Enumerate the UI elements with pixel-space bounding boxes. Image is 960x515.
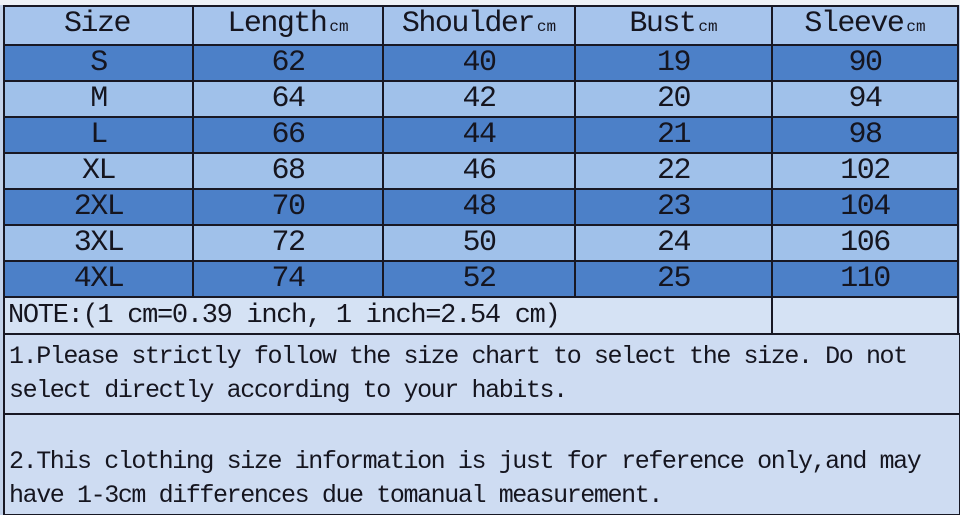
usage-note-box xyxy=(3,333,960,416)
shoulder-cell: 42 xyxy=(383,81,575,117)
shoulder-cell: 48 xyxy=(383,189,575,225)
length-cell: 72 xyxy=(193,225,383,261)
table-row-4xl xyxy=(4,261,958,297)
sleeve-cell: 98 xyxy=(772,117,958,153)
shoulder-cell: 46 xyxy=(383,153,575,189)
conversion-note-cell: NOTE:(1 cm=0.39 inch, 1 inch=2.54 cm) xyxy=(4,297,772,335)
table-row-3xl xyxy=(4,225,958,261)
length-cell: 62 xyxy=(193,45,383,81)
sleeve-cell: 110 xyxy=(772,261,958,297)
table-row-l xyxy=(4,117,958,153)
bust-cell: 24 xyxy=(575,225,772,261)
shoulder-cell: 44 xyxy=(383,117,575,153)
header-label: Bust xyxy=(629,7,696,41)
header-row xyxy=(4,6,958,45)
header-cell-bust xyxy=(575,6,772,45)
sleeve-cell: 94 xyxy=(772,81,958,117)
header-label: Size xyxy=(63,7,130,41)
table-row-xl xyxy=(4,153,958,189)
length-cell: 64 xyxy=(193,81,383,117)
measurement-note-box xyxy=(3,413,960,515)
table-row-2xl xyxy=(4,189,958,225)
bust-cell: 20 xyxy=(575,81,772,117)
conversion-note-row xyxy=(4,297,958,335)
measurement-note-line-1: 2.This clothing size information is just for reference only,and may xyxy=(9,447,921,476)
header-cell-length xyxy=(193,6,383,45)
sleeve-cell: 90 xyxy=(772,45,958,81)
header-label: Sleeve xyxy=(804,7,904,41)
size-cell: XL xyxy=(4,153,193,189)
length-cell: 70 xyxy=(193,189,383,225)
length-cell: 68 xyxy=(193,153,383,189)
conversion-note-empty-cell xyxy=(772,297,958,335)
header-cell-shoulder xyxy=(383,6,575,45)
header-label: Shoulder xyxy=(401,7,534,41)
bust-cell: 19 xyxy=(575,45,772,81)
header-cell-sleeve xyxy=(772,6,958,45)
shoulder-cell: 52 xyxy=(383,261,575,297)
usage-note-line-1: 1.Please strictly follow the size chart to select the size. Do not xyxy=(9,342,907,371)
bust-cell: 25 xyxy=(575,261,772,297)
header-cell-size xyxy=(4,6,193,45)
usage-note-line-2: select directly according to your habits. xyxy=(9,376,567,405)
sleeve-cell: 102 xyxy=(772,153,958,189)
size-cell: 2XL xyxy=(4,189,193,225)
length-cell: 74 xyxy=(193,261,383,297)
size-cell: M xyxy=(4,81,193,117)
measurement-note-line-2: have 1-3cm differences due tomanual measurement. xyxy=(9,481,662,510)
size-cell: S xyxy=(4,45,193,81)
cm-unit-label: cm xyxy=(698,18,718,36)
sleeve-cell: 106 xyxy=(772,225,958,261)
table-row-s xyxy=(4,45,958,81)
shoulder-cell: 40 xyxy=(383,45,575,81)
table-row-m xyxy=(4,81,958,117)
cm-unit-label: cm xyxy=(329,18,349,36)
shoulder-cell: 50 xyxy=(383,225,575,261)
header-label: Length xyxy=(227,7,327,41)
size-cell: 3XL xyxy=(4,225,193,261)
size-cell: 4XL xyxy=(4,261,193,297)
bust-cell: 23 xyxy=(575,189,772,225)
sleeve-cell: 104 xyxy=(772,189,958,225)
size-cell: L xyxy=(4,117,193,153)
length-cell: 66 xyxy=(193,117,383,153)
cm-unit-label: cm xyxy=(536,18,557,36)
cm-unit-label: cm xyxy=(906,18,926,36)
bust-cell: 22 xyxy=(575,153,772,189)
bust-cell: 21 xyxy=(575,117,772,153)
size-table xyxy=(3,5,959,336)
